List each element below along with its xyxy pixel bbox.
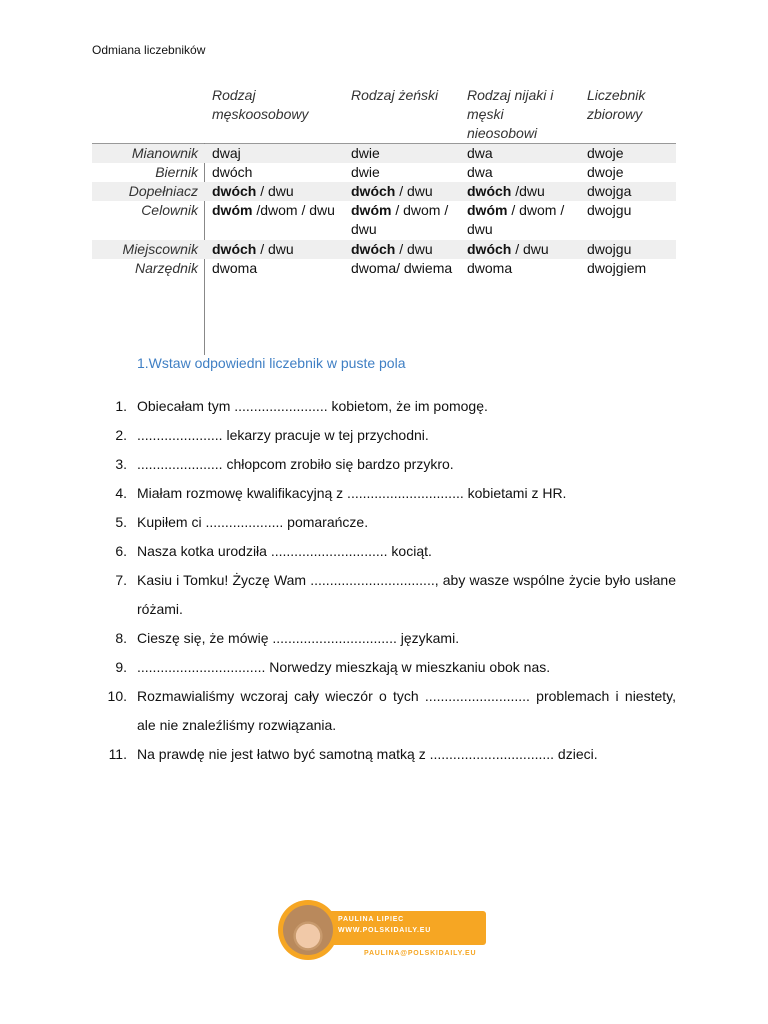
cell-collective: dwoje (587, 164, 624, 180)
cell-masculine: dwóch (212, 164, 253, 180)
item-text: Rozmawialiśmy wczoraj cały wieczór o tych ........................... problemach i niestety, ale nie znaleźliśmy rozwiązania. (137, 688, 676, 733)
table-row (92, 144, 676, 163)
header-collective: Liczebnik zbiorowy (587, 87, 646, 122)
item-number: 2. (115, 427, 127, 443)
case-label: Narzędnik (134, 260, 198, 276)
item-text: ................................. Norwedzy mieszkają w mieszkaniu obok nas. (137, 659, 551, 675)
table-row (92, 259, 676, 298)
item-text: Nasza kotka urodziła .............................. kociąt. (137, 543, 432, 559)
list-item (100, 653, 676, 682)
cell-collective: dwojgiem (587, 260, 647, 276)
item-number: 7. (115, 572, 127, 588)
list-item (100, 450, 676, 479)
case-label: Mianownik (131, 145, 198, 161)
list-item (100, 508, 676, 537)
cell-neuter: dwóch / dwu (467, 241, 549, 257)
item-number: 3. (115, 456, 127, 472)
list-item (100, 566, 676, 624)
item-text: Kasiu i Tomku! Życzę Wam ................................, aby wasze wspólne życie było usłane różami. (137, 572, 676, 617)
cell-neuter: dwa (467, 145, 493, 161)
item-text: ...................... chłopcom zrobiło się bardzo przykro. (137, 456, 454, 472)
cell-masculine: dwóm /dwom / dwu (212, 202, 335, 218)
header-masculine-personal: Rodzaj męskoosobowy (212, 87, 309, 122)
table-header (92, 86, 676, 143)
list-item (100, 479, 676, 508)
item-number: 1. (115, 398, 127, 414)
cell-collective: dwojgu (587, 241, 632, 257)
item-text: ...................... lekarzy pracuje w tej przychodni. (137, 427, 429, 443)
table-body (92, 144, 676, 298)
header-neuter: Rodzaj nijaki i męski nieosobowi (467, 87, 554, 141)
avatar (283, 905, 333, 955)
page-title: Odmiana liczebników (92, 43, 206, 57)
item-text: Kupiłem ci .................... pomarańcze. (137, 514, 369, 530)
case-label: Dopełniacz (128, 183, 198, 199)
cell-masculine: dwaj (212, 145, 241, 161)
case-label: Miejscownik (122, 241, 198, 257)
cell-masculine: dwóch / dwu (212, 183, 294, 199)
list-item (100, 537, 676, 566)
list-item (100, 682, 676, 740)
list-item (100, 421, 676, 450)
item-number: 8. (115, 630, 127, 646)
table-row (92, 240, 676, 259)
cell-collective: dwojga (587, 183, 632, 199)
table-row (92, 201, 676, 240)
item-number: 10. (107, 688, 127, 704)
item-text: Cieszę się, że mówię ................................ językami. (137, 630, 460, 646)
cell-neuter: dwa (467, 164, 493, 180)
item-number: 5. (115, 514, 127, 530)
item-number: 11. (108, 746, 127, 762)
exercise-heading: 1.Wstaw odpowiedni liczebnik w puste pola (137, 355, 406, 371)
item-number: 4. (115, 485, 127, 501)
cell-neuter: dwóm / dwom / dwu (467, 202, 565, 237)
item-text: Obiecałam tym ........................ kobietom, że im pomogę. (137, 398, 488, 414)
cell-masculine: dwóch / dwu (212, 241, 294, 257)
table-row (92, 182, 676, 201)
item-number: 9. (115, 659, 127, 675)
list-item (100, 392, 676, 421)
logo-name: PAULINA LIPIEC (338, 916, 405, 923)
cell-neuter: dwóch /dwu (467, 183, 545, 199)
declension-table (92, 86, 676, 276)
item-text: Miałam rozmowę kwalifikacyjną z .............................. kobietami z HR. (137, 485, 567, 501)
footer-logo (276, 898, 492, 964)
exercise-list (100, 392, 676, 769)
cell-feminine: dwóch / dwu (351, 241, 433, 257)
cell-collective: dwojgu (587, 202, 632, 218)
cell-feminine: dwoma/ dwiema (351, 260, 453, 276)
list-item (100, 624, 676, 653)
case-label: Celownik (141, 202, 198, 218)
cell-feminine: dwie (351, 145, 380, 161)
case-label: Biernik (155, 164, 198, 180)
cell-feminine: dwóm / dwom / dwu (351, 202, 449, 237)
cell-masculine: dwoma (212, 260, 258, 276)
cell-neuter: dwoma (467, 260, 513, 276)
cell-feminine: dwie (351, 164, 380, 180)
cell-collective: dwoje (587, 145, 624, 161)
logo-email: PAULINA@POLSKIDAILY.EU (364, 950, 477, 957)
cell-feminine: dwóch / dwu (351, 183, 433, 199)
item-text: Na prawdę nie jest łatwo być samotną matką z ................................ dzieci. (137, 746, 598, 762)
list-item (100, 740, 676, 769)
item-number: 6. (115, 543, 127, 559)
table-row (92, 163, 676, 182)
header-feminine: Rodzaj żeński (351, 87, 439, 103)
logo-url: WWW.POLSKIDAILY.EU (338, 927, 432, 934)
